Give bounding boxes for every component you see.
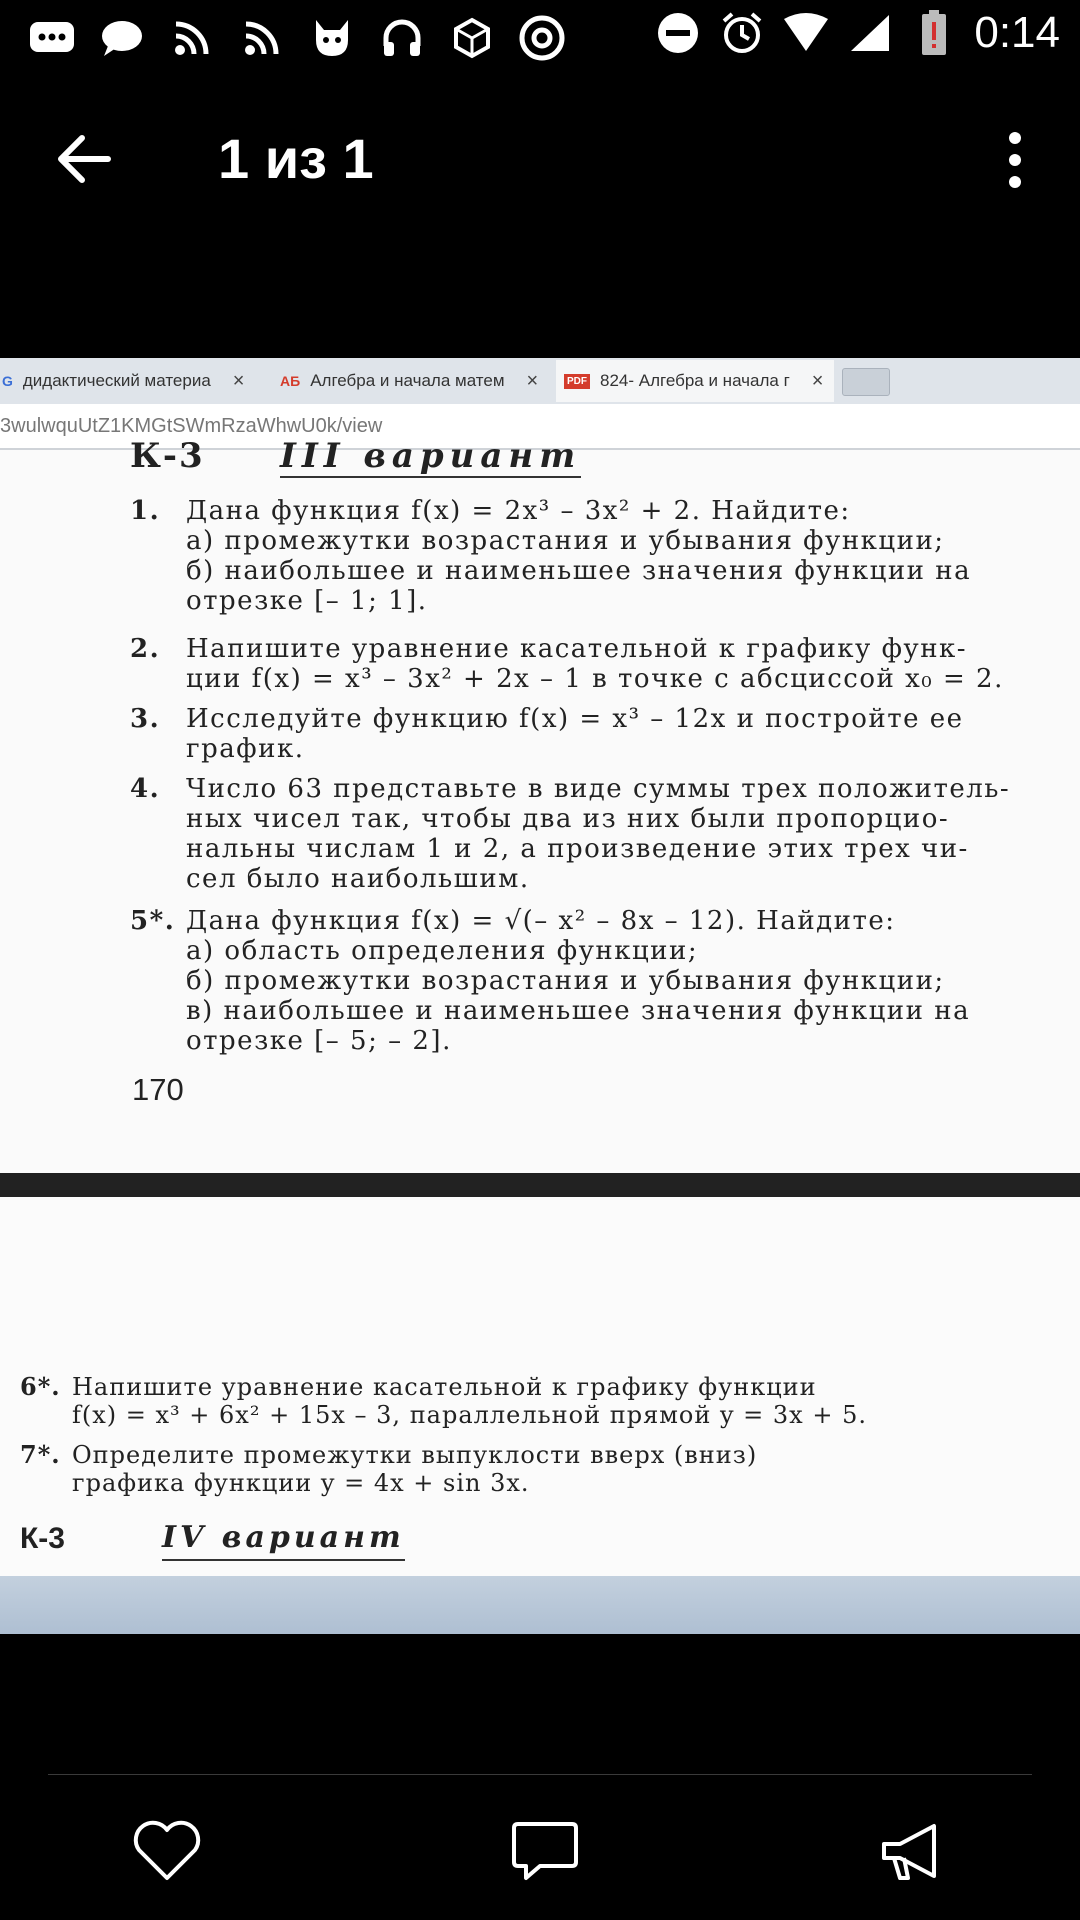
more-options-button[interactable] [990,128,1040,192]
tab-label: Алгебра и начала матем [310,371,505,390]
pdf-icon: PDF [564,374,590,389]
browser-tab[interactable] [272,360,550,402]
section-code: К-3 [130,436,205,476]
at-icon [518,14,566,62]
divider [48,1774,1032,1775]
new-tab-button[interactable] [842,368,890,396]
like-button[interactable] [130,1818,204,1884]
browser-tab-active[interactable] [556,360,834,402]
comment-icon [508,1818,582,1884]
chat-dots-icon [28,14,76,62]
signal-icon [846,9,894,57]
heart-icon [130,1818,204,1884]
page-counter-title: 1 из 1 [218,127,374,190]
cat-icon [308,14,356,62]
close-tab-icon[interactable]: × [232,369,245,392]
cube-icon [448,14,496,62]
battery-alert-icon [910,9,958,57]
clock: 0:14 [974,8,1060,57]
close-tab-icon[interactable]: × [526,369,539,392]
megaphone-icon [876,1818,950,1884]
headphones-icon [378,14,426,62]
arrow-left-icon [52,126,132,192]
page-number: 170 [132,1072,184,1107]
status-bar [0,0,1080,75]
back-button[interactable] [52,126,132,192]
url-text: 3wulwquUtZ1KMGtSWmRzaWhwU0k/view [0,414,383,437]
more-vertical-icon [990,128,1040,192]
textbook-page: К-3 III вариант 1. Дана функция f(x) = 2x³ – 3x² + 2. Найдите: а) промежутки возрастания и убывания функции; б) наибольшее и наименьшее значения функции на отрезке [– 1; 1]. 2. Напишите уравнение касательной к графику функ- ции f(x) = x³ – 3x² + 2x – 1 в точке с абсциссой x₀ = 2. 3. Исследуйте функцию f(x) = x³ – 12x и постройте ее график. 4. Число 63 представьте в виде суммы трех положитель- ных чисел так, чтобы два из них были пропорцио- нальны числам 1 и 2, а произведение этих трех чи- сел было наибольшим. 5*. Дана функция f(x) = √(– x² – 8x – 12). Найдите: а) область определения функции; б) промежутки возрастания и убывания функции; в) наибольшее и наименьшее значения функции на отрезке [– 5; – 2]. 170 [0,450,1080,1170]
tab-label: дидактический материа [22,371,211,390]
ab-site-icon: АБ [280,373,301,389]
wifi-icon [782,9,830,57]
speech-bubble-icon [98,14,146,62]
comment-button[interactable] [508,1818,582,1884]
variant-heading: III вариант [280,436,582,476]
browser-tab[interactable] [0,360,268,402]
browser-tab-strip [0,358,1080,405]
rss-icon [238,14,286,62]
tab-label: 824- Алгебра и начала г [600,371,790,390]
do-not-disturb-icon [654,9,702,57]
section-code: К-3 [20,1522,65,1555]
google-icon: G [2,373,13,389]
close-tab-icon[interactable]: × [811,369,824,392]
rss-icon [168,14,216,62]
alarm-icon [718,9,766,57]
textbook-page-next: 6*. Напишите уравнение касательной к графику функции f(x) = x³ + 6x² + 15x – 3, параллельной прямой y = 3x + 5. 7*. Определите промежутки выпуклости вверх (вниз) графика функции y = 4x + sin 3x. К-3 IV вариант [0,1197,1080,1577]
photo-viewer-image[interactable] [0,358,1080,1634]
monitor-frame [0,1576,1080,1634]
variant-heading: IV вариант [162,1520,405,1561]
app-bar [0,100,1080,220]
share-button[interactable] [876,1818,950,1884]
page-separator [0,1173,1080,1197]
